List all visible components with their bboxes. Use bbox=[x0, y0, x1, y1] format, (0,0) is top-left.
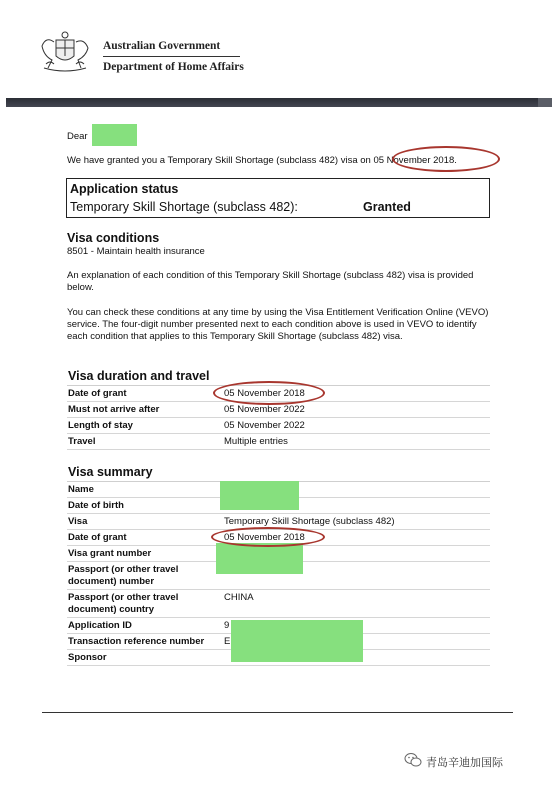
row-label: Length of stay bbox=[68, 420, 133, 431]
row-label: Date of grant bbox=[68, 532, 127, 543]
duration-row bbox=[67, 434, 490, 450]
row-label: Date of birth bbox=[68, 500, 124, 511]
redacted-name-dob bbox=[220, 481, 299, 510]
row-value: E bbox=[224, 636, 231, 647]
row-value: 05 November 2022 bbox=[224, 404, 305, 415]
wechat-icon bbox=[404, 752, 422, 768]
condition-item: 8501 - Maintain health insurance bbox=[67, 246, 205, 257]
row-label: Transaction reference number bbox=[68, 636, 205, 647]
row-label: Travel bbox=[68, 436, 96, 447]
redacted-grant-passport bbox=[216, 543, 303, 574]
department-title: Department of Home Affairs bbox=[103, 61, 244, 73]
wechat-account-label: 青岛辛迪加国际 bbox=[426, 756, 503, 769]
row-label: Date of grant bbox=[68, 388, 127, 399]
summary-heading: Visa summary bbox=[68, 465, 153, 479]
row-label: Sponsor bbox=[68, 652, 107, 663]
conditions-para2: You can check these conditions at any time by using the Visa Entitlement Verification Online (VEVO) service. The four-digit number presented next to each condition above is used in VEVO to identify each condition that applies to this Temporary Skill Shortage (subclass 482) visa. bbox=[67, 307, 489, 342]
conditions-heading: Visa conditions bbox=[67, 231, 160, 245]
row-label: Name bbox=[68, 484, 94, 495]
status-value: Granted bbox=[363, 200, 411, 214]
redacted-ids bbox=[231, 620, 363, 662]
duration-heading: Visa duration and travel bbox=[68, 369, 210, 383]
row-value: 05 November 2022 bbox=[224, 420, 305, 431]
row-label: Passport (or other travel bbox=[68, 564, 179, 575]
summary-row bbox=[67, 590, 490, 618]
coat-of-arms-icon bbox=[36, 28, 94, 74]
row-value: 9 bbox=[224, 620, 230, 631]
row-value: 05 November 2018 bbox=[224, 532, 305, 543]
row-value: Temporary Skill Shortage (subclass 482) bbox=[224, 516, 395, 527]
annotation-oval bbox=[392, 146, 500, 172]
row-label: Passport (or other travel bbox=[68, 592, 179, 603]
row-label: Visa grant number bbox=[68, 548, 152, 559]
greeting: Dear bbox=[67, 131, 88, 142]
row-value: 05 November 2018 bbox=[224, 388, 305, 399]
row-label: Visa bbox=[68, 516, 88, 527]
header-bar bbox=[6, 98, 552, 107]
conditions-para1: An explanation of each condition of this Temporary Skill Shortage (subclass 482) visa is provided below. bbox=[67, 270, 474, 293]
duration-row bbox=[67, 418, 490, 434]
row-value: CHINA bbox=[224, 592, 254, 603]
grant-intro-text: We have granted you a Temporary Skill Shortage (subclass 482) visa on bbox=[67, 155, 374, 166]
grant-intro-date: 05 November 2018. bbox=[373, 155, 457, 166]
redacted-name bbox=[92, 124, 137, 146]
row-label: Application ID bbox=[68, 620, 132, 631]
status-visa: Temporary Skill Shortage (subclass 482): bbox=[70, 200, 298, 214]
government-title: Australian Government bbox=[103, 40, 221, 52]
row-label-cont: document) country bbox=[68, 604, 155, 615]
row-label-cont: document) number bbox=[68, 576, 155, 587]
row-value: Multiple entries bbox=[224, 436, 288, 447]
header-divider bbox=[103, 56, 240, 57]
footer-divider bbox=[42, 712, 513, 713]
annotation-oval bbox=[213, 381, 325, 405]
row-label: Must not arrive after bbox=[68, 404, 160, 415]
status-title: Application status bbox=[70, 182, 179, 196]
annotation-oval bbox=[211, 527, 325, 547]
